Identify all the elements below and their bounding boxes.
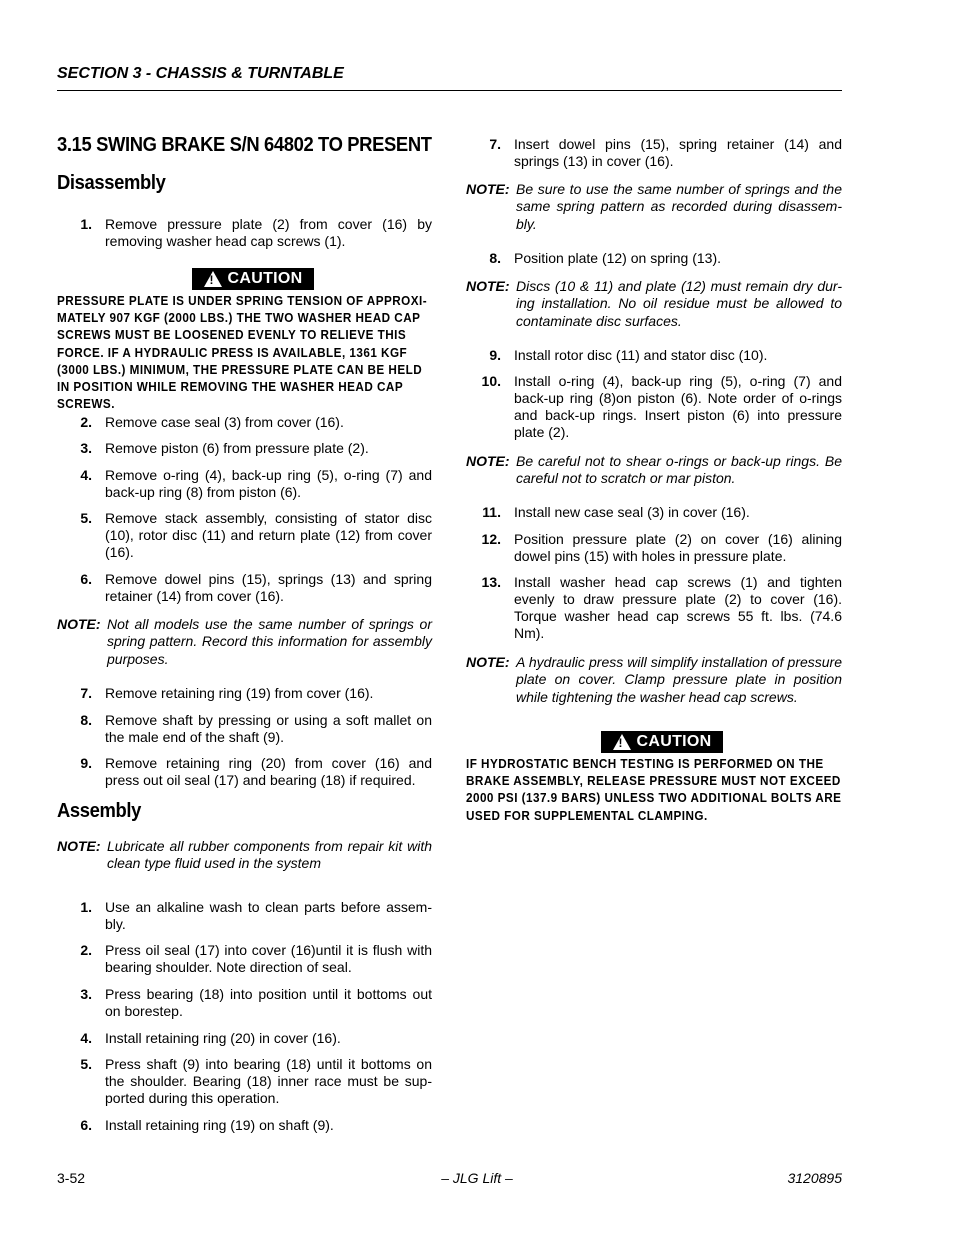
list-item: 7. Insert dowel pins (15), spring retainer (14) and springs (13) in cover (16). <box>489 136 842 169</box>
list-item: 3. Press bearing (18) into position until it bottoms out on borestep. <box>80 986 432 1019</box>
section-header: SECTION 3 - CHASSIS & TURNTABLE <box>57 65 344 82</box>
list-item: 13. Install washer head cap screws (1) and tighten evenly to draw pressure plate (2) to cover (16). Torque washer head cap screws 55 ft. lbs. (74.6 Nm). <box>481 574 842 641</box>
list-item: 2. Press oil seal (17) into cover (16)until it is flush with bearing shoulder. Note direction of seal. <box>80 942 432 975</box>
caution-badge: ! CAUTION <box>601 731 723 753</box>
warning-icon: ! <box>613 734 631 750</box>
page-title: 3.15 SWING BRAKE S/N 64802 TO PRESENT <box>57 134 432 156</box>
note: NOTE: Discs (10 & 11) and plate (12) must remain dry dur-ing installation. No oil residue must be allowed to contaminate disc surfaces. <box>466 278 842 329</box>
list-item: 9. Remove retaining ring (20) from cover (16) and press out oil seal (17) and bearing (18) if required. <box>80 755 432 788</box>
list-item: 6. Remove dowel pins (15), springs (13) and spring retainer (14) from cover (16). <box>80 571 432 604</box>
list-item: 7. Remove retaining ring (19) from cover (16). <box>80 685 374 701</box>
note: NOTE: Not all models use the same number of springs or spring pattern. Record this information for assembly purposes. <box>57 616 432 667</box>
note: NOTE: A hydraulic press will simplify installation of pressure plate on cover. Clamp pressure plate in position while tightening the washer head cap screws. <box>466 654 842 705</box>
caution-text: PRESSURE PLATE IS UNDER SPRING TENSION OF APPROXI-MATELY 907 KGF (2000 LBS.) THE TWO WASHER HEAD CAP SCREWS MUST BE LOOSENED EVENLY TO RELIEVE THIS FORCE. IF A HYDRAULIC PRESS IS AVAILABLE, 1361 KGF (3000 LBS.) MINIMUM, THE PRESSURE PLATE CAN BE HELD IN POSITION WHILE REMOVING THE WASHER HEAD CAP SCREWS. <box>57 294 428 412</box>
list-item: 10. Install o-ring (4), back-up ring (5), o-ring (7) and back-up ring (8)on piston (6). Note order of o-rings and back-up rings. Insert piston (6) into pressure plate (2). <box>481 373 842 440</box>
list-item: 11. Install new case seal (3) in cover (16). <box>482 504 750 520</box>
list-item: 8. Remove shaft by pressing or using a soft mallet on the male end of the shaft (9). <box>80 712 432 745</box>
caution-badge: ! CAUTION <box>192 268 314 290</box>
list-item: 5. Remove stack assembly, consisting of stator disc (10), rotor disc (11) and return plate (12) from cover (16). <box>80 510 432 560</box>
caution-text: IF HYDROSTATIC BENCH TESTING IS PERFORMED ON THE BRAKE ASSEMBLY, RELEASE PRESSURE MUST NOT EXCEED 2000 PSI (137.9 BARS) UNLESS TWO ADDITIONAL BOLTS ARE USED FOR SUPPLEMENTAL CLAMPING. <box>466 757 842 823</box>
list-item: 4. Install retaining ring (20) in cover (16). <box>80 1030 341 1046</box>
list-item: 12. Position pressure plate (2) on cover (16) alining dowel pins (15) with holes in pressure plate. <box>481 531 842 564</box>
list-item: 5. Press shaft (9) into bearing (18) until it bottoms on the shoulder. Bearing (18) inner race must be sup-ported during this operation. <box>80 1056 432 1106</box>
assembly-heading: Assembly <box>57 800 141 822</box>
note: NOTE: Lubricate all rubber components from repair kit with clean type fluid used in the system <box>57 838 432 872</box>
warning-icon: ! <box>204 271 222 287</box>
list-item: 9. Install rotor disc (11) and stator disc (10). <box>489 347 768 363</box>
list-item: 8. Position plate (12) on spring (13). <box>489 250 721 266</box>
note: NOTE: Be careful not to shear o-rings or back-up rings. Be careful not to scratch or mar piston. <box>466 453 842 487</box>
list-item: 1. Use an alkaline wash to clean parts before assem-bly. <box>80 899 432 932</box>
list-item: 3. Remove piston (6) from pressure plate (2). <box>80 440 369 456</box>
page-number: 3-52 <box>57 1170 86 1186</box>
list-item: 2. Remove case seal (3) from cover (16). <box>80 414 344 430</box>
footer-brand: – JLG Lift – <box>441 1170 513 1186</box>
list-item: 6. Install retaining ring (19) on shaft (9). <box>80 1117 334 1133</box>
list-item: 1. Remove pressure plate (2) from cover (16) by removing washer head cap screws (1). <box>80 216 432 249</box>
document-number: 3120895 <box>787 1170 842 1186</box>
list-item: 4. Remove o-ring (4), back-up ring (5), o-ring (7) and back-up ring (8) from piston (6). <box>80 467 432 500</box>
note: NOTE: Be sure to use the same number of springs and the same spring pattern as recorded during disassem-bly. <box>466 181 842 232</box>
header-rule <box>57 90 842 91</box>
disassembly-heading: Disassembly <box>57 172 166 194</box>
